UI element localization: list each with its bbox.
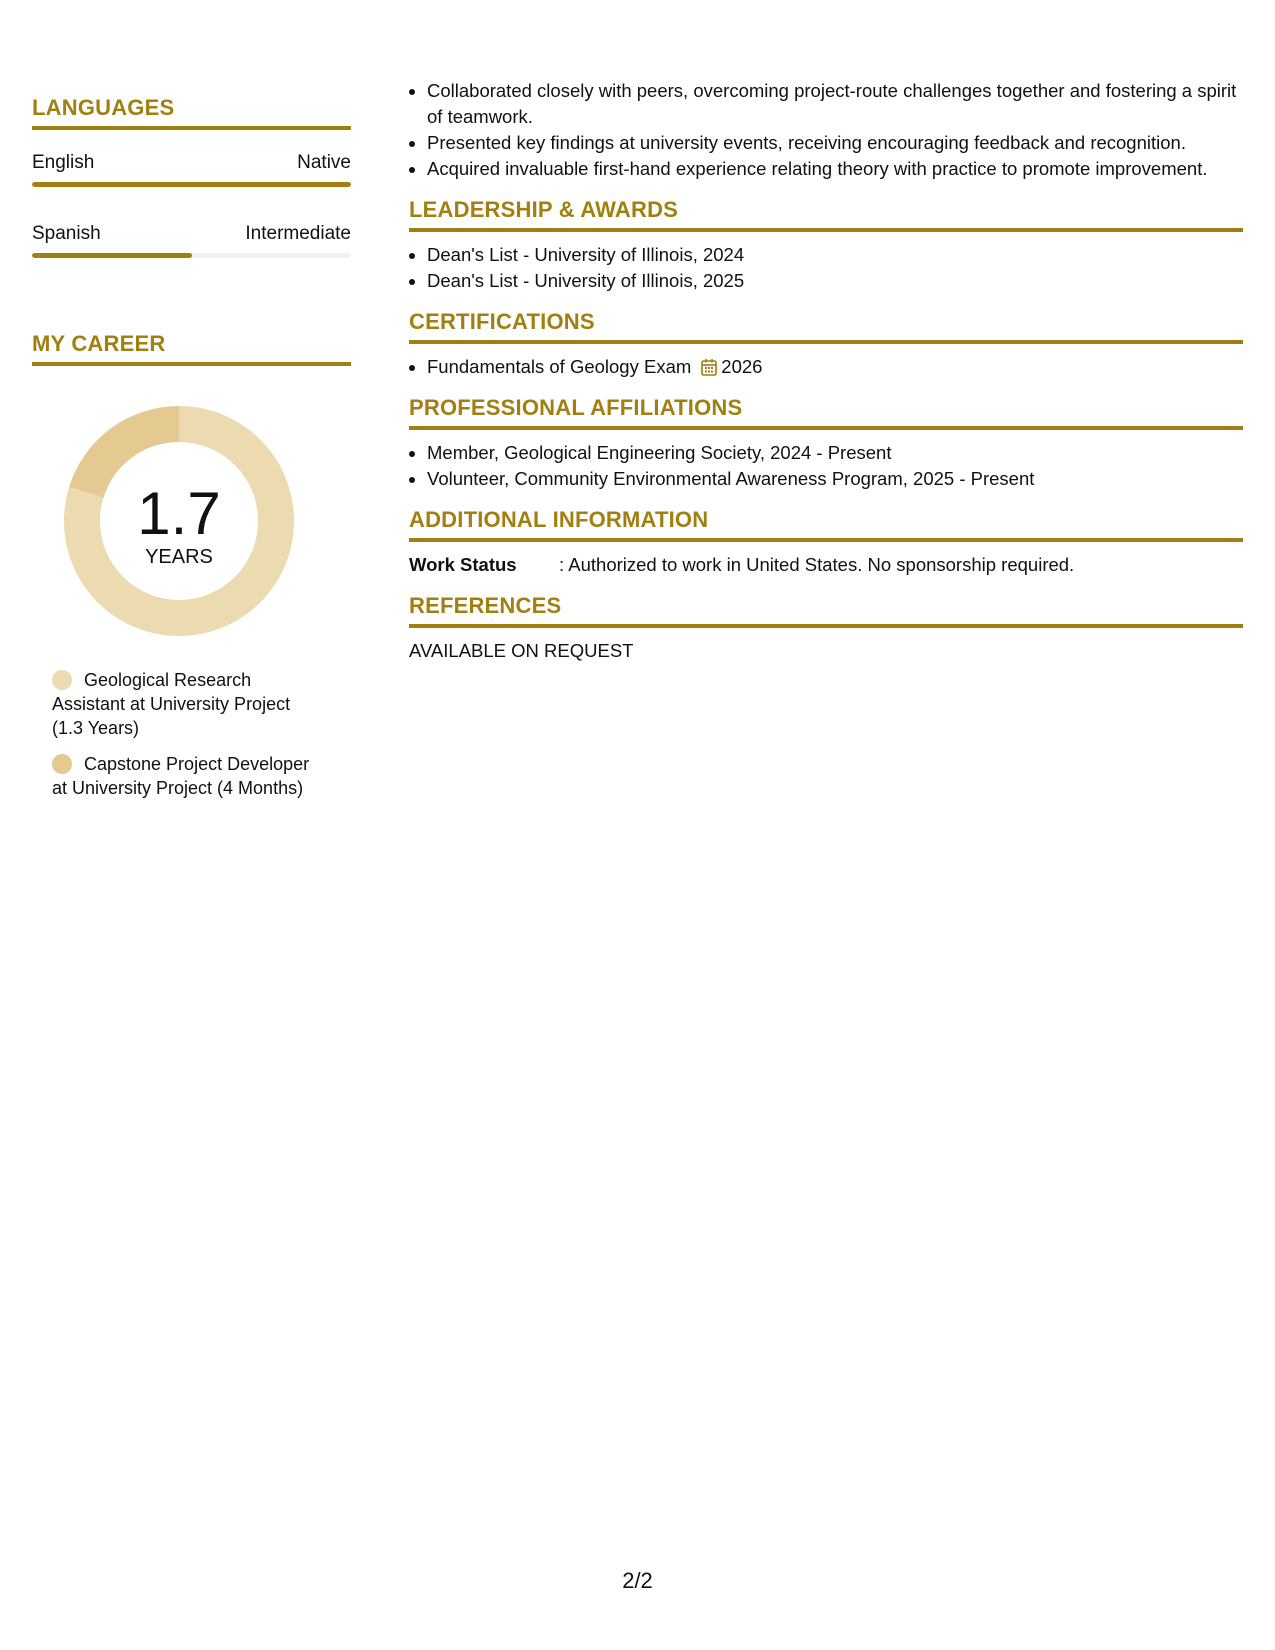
affiliations-list	[409, 440, 1243, 492]
language-name: English	[32, 152, 95, 173]
certifications-list	[409, 354, 1243, 380]
leadership-item: • Dean's List - University of Illinois, 2024	[427, 242, 1243, 268]
work-status-value: : Authorized to work in United States. No sponsorship required.	[559, 554, 1075, 575]
experience-bullet: • Presented key findings at university events, receiving encouraging feedback and recognition.	[427, 130, 1243, 156]
career-section	[32, 330, 351, 800]
experience-bullet-list	[409, 78, 1243, 182]
leadership-list	[409, 242, 1243, 294]
certification-year: 2026	[721, 356, 763, 377]
legend-dot-icon	[52, 754, 72, 774]
language-proficiency-fill	[32, 182, 351, 187]
affiliation-item: • Member, Geological Engineering Society, 2024 - Present	[427, 440, 1243, 466]
career-total-years: 1.7	[137, 480, 221, 547]
career-legend-item	[52, 668, 325, 740]
career-years-unit: YEARS	[145, 546, 213, 568]
career-legend-label: Geological Research Assistant at University Project (1.3 Years)	[52, 670, 291, 738]
experience-bullet: • Collaborated closely with peers, overcoming project-route challenges together and fostering a spirit of teamwork.	[427, 78, 1243, 130]
career-heading: MY CAREER	[32, 330, 351, 366]
experience-bullet: • Acquired invaluable first-hand experience relating theory with practice to promote improvement.	[427, 156, 1243, 182]
references-text: AVAILABLE ON REQUEST	[409, 640, 634, 661]
career-legend	[32, 668, 351, 800]
page-number: 2/2	[622, 1568, 653, 1593]
leadership-item: • Dean's List - University of Illinois, 2025	[427, 268, 1243, 294]
languages-section	[32, 94, 351, 258]
language-level: Native	[297, 152, 351, 173]
leadership-section	[409, 196, 1243, 294]
certifications-heading: CERTIFICATIONS	[409, 308, 1243, 344]
career-legend-item	[52, 752, 325, 800]
additional-info-heading: ADDITIONAL INFORMATION	[409, 506, 1243, 542]
work-status-label: Work Status	[409, 554, 517, 575]
right-column	[409, 78, 1243, 664]
affiliations-section	[409, 394, 1243, 492]
certifications-section	[409, 308, 1243, 380]
language-item-english	[32, 150, 351, 187]
career-donut-chart	[32, 406, 351, 642]
calendar-icon	[701, 358, 717, 376]
references-heading: REFERENCES	[409, 592, 1243, 628]
language-level: Intermediate	[245, 223, 351, 244]
work-status-row	[409, 552, 1243, 578]
languages-heading: LANGUAGES	[32, 94, 351, 130]
certification-date	[701, 356, 762, 377]
certification-item	[427, 354, 1243, 380]
leadership-heading: LEADERSHIP & AWARDS	[409, 196, 1243, 232]
references-section	[409, 592, 1243, 664]
language-proficiency-bar	[32, 253, 351, 258]
left-column	[32, 94, 351, 812]
affiliation-item: • Volunteer, Community Environmental Awareness Program, 2025 - Present	[427, 466, 1243, 492]
career-legend-label: Capstone Project Developer at University Project (4 Months)	[52, 754, 310, 798]
language-item-spanish	[32, 221, 351, 258]
language-proficiency-fill	[32, 253, 192, 258]
language-proficiency-bar	[32, 182, 351, 187]
additional-info-section	[409, 506, 1243, 578]
affiliations-heading: PROFESSIONAL AFFILIATIONS	[409, 394, 1243, 430]
language-name: Spanish	[32, 223, 101, 244]
legend-dot-icon	[52, 670, 72, 690]
certification-name: Fundamentals of Geology Exam	[427, 356, 692, 377]
